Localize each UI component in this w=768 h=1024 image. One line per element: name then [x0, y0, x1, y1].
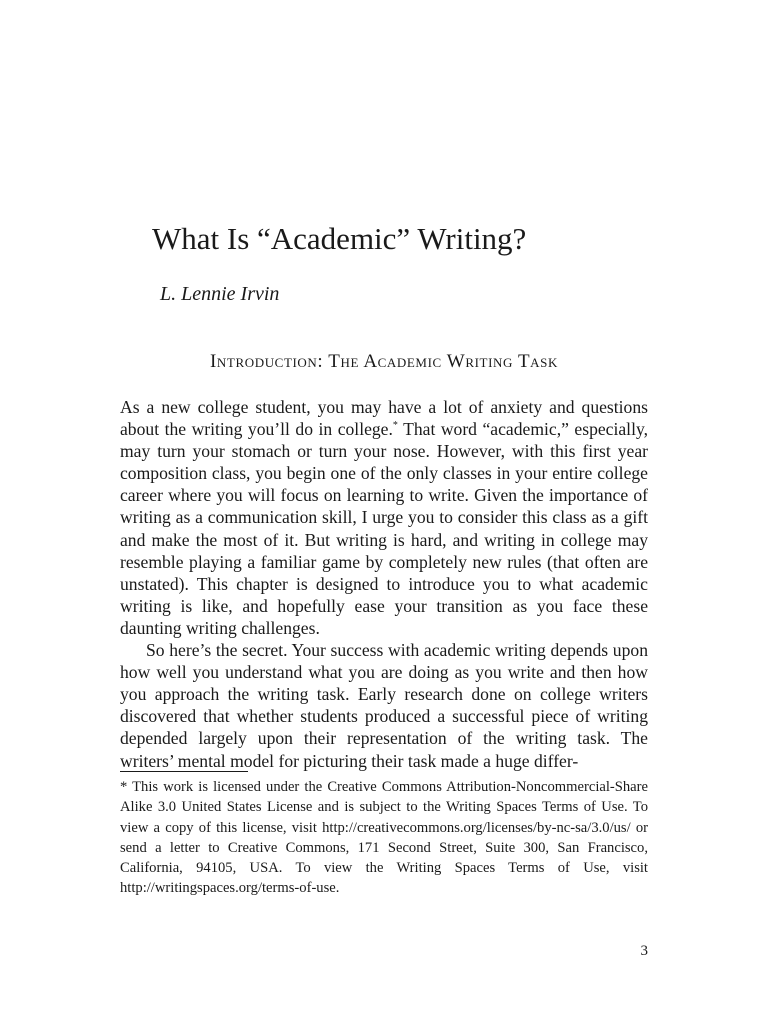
chapter-title: What Is “Academic” Writing? — [152, 221, 527, 256]
footnote-marker: * — [392, 420, 398, 432]
section-heading: Introduction: The Academic Writing Task — [209, 351, 558, 372]
paragraph-2: So here’s the secret. Your success with academic writing depends upon how well you understand what you are doing as you write and then how you approach the writing task. Early research done on college writers discovered that whether students produced a successful piece of writing depended largely upon their representation of the writing task. The writers’ mental model for picturing their task made a huge differ- — [120, 640, 648, 771]
page-number: 3 — [640, 943, 648, 959]
body-text — [120, 396, 648, 772]
paragraph-1 — [120, 396, 648, 639]
footnote-divider — [120, 771, 248, 772]
paragraph-1-text-a: As a new college student, you may have a lot of anxiety and questions about the writing you’ll do in college. — [120, 397, 648, 440]
chapter-author: L. Lennie Irvin — [160, 283, 280, 305]
paragraph-1-text-b: That word “academic,” especially, may turn your stomach or turn your nose. However, with this first year composition class, you begin one of the only classes in your entire college career where you will focus on learning to write. Given the importance of writing as a communication skill, I urge you to consider this class as a gift and make the most of it. But writing is hard, and writing in college may resemble playing a familiar game by completely new rules (that often are unstated). This chapter is designed to introduce you to what academic writing is like, and hopefully ease your transition as you face these daunting writing challenges. — [120, 419, 649, 638]
footnote: * This work is licensed under the Creative Commons Attribution-Noncommercial-Share Alike 3.0 United States License and is subject to the Writing Spaces Terms of Use. To view a copy of this license, visit http://creativecommons.org/licenses/by-nc-sa/3.0/us/ or send a letter to Creative Commons, 171 Second Street, Suite 300, San Francisco, California, 94105, USA. To view the Writing Spaces Terms of Use, visit http://writingspaces.org/terms-of-use. — [120, 779, 648, 897]
